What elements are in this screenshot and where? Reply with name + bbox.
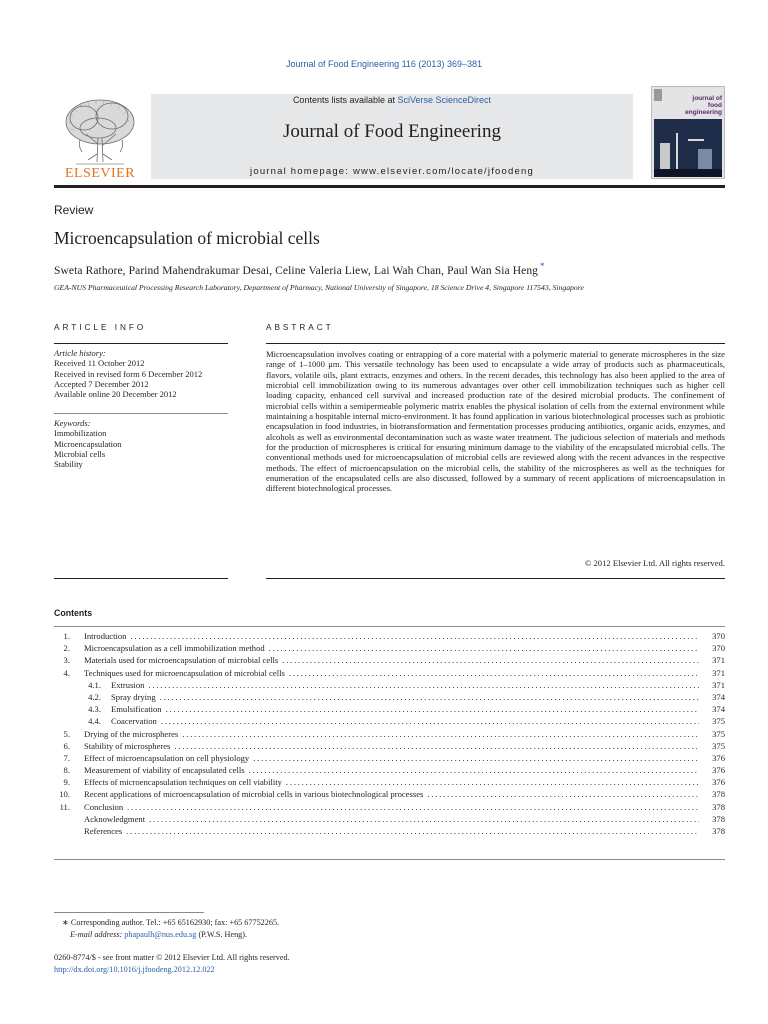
toc-entry[interactable] bbox=[54, 765, 725, 777]
toc-entry-page: 378 bbox=[712, 813, 725, 824]
toc-entry[interactable] bbox=[54, 704, 725, 716]
toc-entry-title[interactable]: Acknowledgment bbox=[84, 813, 146, 824]
toc-leader-dots bbox=[286, 777, 699, 787]
toc-leader-dots bbox=[161, 716, 699, 726]
cover-logo-icon bbox=[654, 89, 662, 101]
history-label: Article history: bbox=[54, 348, 106, 358]
toc-entry-page: 370 bbox=[712, 631, 725, 641]
toc-entry-title[interactable]: Coacervation bbox=[111, 716, 157, 727]
toc-entry-title[interactable]: Stability of microspheres bbox=[84, 740, 171, 751]
toc-leader-dots bbox=[130, 631, 699, 641]
toc-entry-page: 376 bbox=[712, 765, 725, 776]
keyword: Microbial cells bbox=[54, 448, 106, 459]
article-history bbox=[54, 348, 228, 399]
toc-leader-dots bbox=[127, 802, 699, 812]
authors: Sweta Rathore, Parind Mahendrakumar Desai, Celine Valeria Liew, Lai Wah Chan, Paul Wan Sia Heng bbox=[54, 264, 539, 277]
toc-entry-title[interactable]: Spray drying bbox=[111, 691, 156, 702]
toc-entry-title[interactable]: Conclusion bbox=[84, 801, 124, 812]
toc-entry-page: 371 bbox=[712, 667, 725, 678]
toc-entry-number: 10. bbox=[59, 789, 70, 800]
toc-leader-dots bbox=[160, 692, 699, 702]
toc-entry-page: 378 bbox=[712, 789, 725, 800]
history-accepted: Accepted 7 December 2012 bbox=[54, 378, 149, 389]
toc-entry-number: 4.2. bbox=[88, 691, 101, 702]
toc-leader-dots bbox=[126, 826, 699, 836]
toc-entry[interactable] bbox=[54, 692, 725, 704]
article-info-rule-bottom bbox=[54, 578, 228, 579]
keywords bbox=[54, 418, 228, 469]
toc-entry-page: 376 bbox=[712, 752, 725, 763]
toc-entry-title[interactable]: Extrusion bbox=[111, 679, 145, 690]
doi-link[interactable] bbox=[54, 964, 454, 975]
doi-text[interactable]: http://dx.doi.org/10.1016/j.jfoodeng.2012.12.022 bbox=[54, 965, 215, 974]
toc-leader-dots bbox=[148, 680, 699, 690]
corresponding-author-footnote bbox=[62, 917, 462, 928]
email-link[interactable]: phapaulh@nus.edu.sg bbox=[124, 930, 197, 939]
journal-title: Journal of Food Engineering bbox=[283, 121, 501, 142]
article-info-rule-top bbox=[54, 343, 228, 344]
toc-entry[interactable] bbox=[54, 802, 725, 814]
abstract-rule-top bbox=[266, 343, 725, 344]
contents-heading: Contents bbox=[54, 608, 93, 618]
keyword: Stability bbox=[54, 459, 83, 470]
toc-entry-page: 370 bbox=[712, 643, 725, 654]
journal-citation[interactable]: Journal of Food Engineering 116 (2013) 369–381 bbox=[286, 59, 482, 69]
toc-entry-page: 375 bbox=[712, 740, 725, 751]
toc-entry-page: 374 bbox=[712, 704, 725, 715]
toc-entry-page: 371 bbox=[712, 679, 725, 690]
toc-entry-title[interactable]: Materials used for microencapsulation of microbial cells bbox=[84, 655, 279, 666]
contents-availability bbox=[151, 95, 633, 105]
abstract-copyright: © 2012 Elsevier Ltd. All rights reserved. bbox=[584, 558, 725, 568]
history-revised: Received in revised form 6 December 2012 bbox=[54, 368, 203, 379]
cover-photo bbox=[654, 119, 722, 177]
sciencedirect-link[interactable]: SciVerse ScienceDirect bbox=[397, 95, 492, 105]
toc-entry-number: 8. bbox=[63, 765, 70, 776]
toc-entry-page: 371 bbox=[712, 655, 725, 666]
toc-entry[interactable] bbox=[54, 631, 725, 643]
footnote-marker: ∗ bbox=[62, 918, 69, 927]
toc-entry-number: 4. bbox=[63, 667, 70, 678]
toc-entry-title[interactable]: Introduction bbox=[84, 631, 127, 641]
toc-entry[interactable] bbox=[54, 753, 725, 765]
toc-leader-dots bbox=[249, 765, 699, 775]
table-of-contents bbox=[54, 631, 725, 838]
toc-entry-title[interactable]: Measurement of viability of encapsulated cells bbox=[84, 765, 245, 776]
article-info-heading: ARTICLE INFO bbox=[54, 323, 147, 332]
toc-leader-dots bbox=[166, 704, 699, 714]
contents-prefix: Contents lists available at bbox=[292, 95, 398, 105]
toc-leader-dots bbox=[427, 789, 699, 799]
toc-entry[interactable] bbox=[54, 814, 725, 826]
toc-entry-page: 378 bbox=[712, 826, 725, 836]
issn-line: 0260-8774/$ - see front matter © 2012 Elsevier Ltd. All rights reserved. bbox=[54, 953, 290, 962]
toc-entry-page: 376 bbox=[712, 777, 725, 788]
toc-entry-title[interactable]: Effect of microencapsulation on cell physiology bbox=[84, 752, 250, 763]
toc-entry-page: 374 bbox=[712, 691, 725, 702]
toc-leader-dots bbox=[253, 753, 699, 763]
toc-entry-number: 4.3. bbox=[88, 704, 101, 715]
toc-leader-dots bbox=[269, 643, 699, 653]
article-title: Microencapsulation of microbial cells bbox=[54, 228, 320, 248]
corresponding-author-mark[interactable]: * bbox=[540, 261, 545, 271]
journal-cover-thumbnail bbox=[651, 86, 725, 179]
toc-entry[interactable] bbox=[54, 741, 725, 753]
email-label: E-mail address: bbox=[70, 930, 123, 939]
toc-leader-dots bbox=[182, 729, 699, 739]
abstract-text: Microencapsulation involves coating or entrapping of a core material with a polymeric material to generate microspheres in the size range of 1–1000 μm. This versatile technology has been used to encapsulate a wide array of products such as pharmaceuticals, flavors, volatile oils, plant extracts, enzymes and others. In the recent decades, this technology has also been applied to the area of microbial cell immobilization owing to its numerous advantages over other cell immobilization techniques such as higher cell loading capacity, enhanced cell survival and increased production rate of the desired microbial products. The confinement of microbial cells within a semipermeable polymeric matrix enables the physical isolation of cells from the external environment while maintaining a hospitable internal micro-environment. It has found application in various biotechnological processes such as probiotic encapsulation in food industries, in biotransformation and fermentation processes producing antibiotics, organic acids, enzymes, and alcohols as well as environmental decontamination such as waste water treatment. The judicious selection of materials and methods for the production of microspheres is critical for ensuring minimum damage to the viability of the encapsulated microbial cells. The conventional methods used for microencapsulation of microbial cells are reviewed along with the recent advances in the respective methods. The effect of microencapsulation on the microbial cells, the stability of the microspheres as well as the techniques for enumeration of the encapsulated cells are also discussed, followed by a summary of recent applications of microencapsulation in different biotechnological processes. bbox=[266, 349, 725, 494]
toc-entry-number: 9. bbox=[63, 777, 70, 788]
email-footnote bbox=[70, 929, 470, 940]
toc-entry-title[interactable]: Effects of microencapsulation techniques on cell viability bbox=[84, 777, 282, 788]
toc-entry-title[interactable]: References bbox=[84, 826, 123, 836]
journal-homepage[interactable]: journal homepage: www.elsevier.com/locate/jfoodeng bbox=[250, 166, 534, 177]
toc-entry[interactable] bbox=[54, 668, 725, 680]
history-online: Available online 20 December 2012 bbox=[54, 389, 177, 400]
keywords-label: Keywords: bbox=[54, 418, 91, 428]
toc-leader-dots bbox=[149, 814, 699, 824]
author-list bbox=[54, 261, 545, 277]
toc-entry-title[interactable]: Microencapsulation as a cell immobilization method bbox=[84, 643, 265, 654]
toc-leader-dots bbox=[174, 741, 699, 751]
toc-entry[interactable] bbox=[54, 716, 725, 728]
toc-entry-number: 4.4. bbox=[88, 716, 101, 727]
toc-entry[interactable] bbox=[54, 729, 725, 741]
history-received: Received 11 October 2012 bbox=[54, 358, 145, 369]
toc-entry-page: 375 bbox=[712, 716, 725, 727]
keyword: Immobilization bbox=[54, 428, 107, 439]
toc-entry-title[interactable]: Techniques used for microencapsulation of microbial cells bbox=[84, 667, 285, 678]
toc-entry[interactable] bbox=[54, 643, 725, 655]
keyword: Microencapsulation bbox=[54, 438, 122, 449]
email-suffix: (P.W.S. Heng). bbox=[198, 930, 248, 939]
toc-entry[interactable] bbox=[54, 680, 725, 692]
toc-entry-number: 1. bbox=[63, 631, 70, 641]
toc-entry-title[interactable]: Recent applications of microencapsulation of microbial cells in various biotechnological processes bbox=[84, 789, 424, 800]
toc-entry-number: 6. bbox=[63, 740, 70, 751]
article-info-rule-mid bbox=[54, 413, 228, 414]
toc-entry-page: 375 bbox=[712, 728, 725, 739]
toc-entry-number: 3. bbox=[63, 655, 70, 666]
abstract-heading: ABSTRACT bbox=[266, 323, 334, 332]
contents-rule-top bbox=[54, 626, 725, 627]
footnote-contact: Corresponding author. Tel.: +65 65162930; fax: +65 67752265. bbox=[70, 918, 280, 927]
article-type: Review bbox=[54, 203, 94, 217]
toc-leader-dots bbox=[289, 668, 699, 678]
toc-entry[interactable] bbox=[54, 777, 725, 789]
abstract-rule-bottom bbox=[266, 578, 725, 579]
affiliation: GEA-NUS Pharmaceutical Processing Research Laboratory, Department of Pharmacy, National University of Singapore, 18 Science Drive 4, Singapore 117543, Singapore bbox=[54, 283, 584, 292]
cover-title-line-1: journal of bbox=[692, 95, 722, 102]
footnote-rule bbox=[54, 912, 204, 913]
toc-entry-page: 378 bbox=[712, 801, 725, 812]
toc-entry[interactable] bbox=[54, 655, 725, 667]
cover-title bbox=[676, 95, 722, 116]
toc-entry[interactable] bbox=[54, 826, 725, 838]
contents-rule-bottom bbox=[54, 859, 725, 860]
cover-title-line-2: food engineering bbox=[685, 102, 722, 116]
toc-entry-number: 2. bbox=[63, 643, 70, 654]
toc-entry-number: 7. bbox=[63, 752, 70, 763]
toc-entry-number: 5. bbox=[63, 728, 70, 739]
toc-entry-number: 4.1. bbox=[88, 679, 101, 690]
toc-entry-number: 11. bbox=[59, 801, 70, 812]
header-rule bbox=[54, 185, 725, 188]
toc-leader-dots bbox=[282, 655, 699, 665]
toc-entry-title[interactable]: Emulsification bbox=[111, 704, 162, 715]
toc-entry[interactable] bbox=[54, 789, 725, 801]
toc-entry-title[interactable]: Drying of the microspheres bbox=[84, 728, 179, 739]
publisher-name: ELSEVIER bbox=[64, 166, 136, 181]
